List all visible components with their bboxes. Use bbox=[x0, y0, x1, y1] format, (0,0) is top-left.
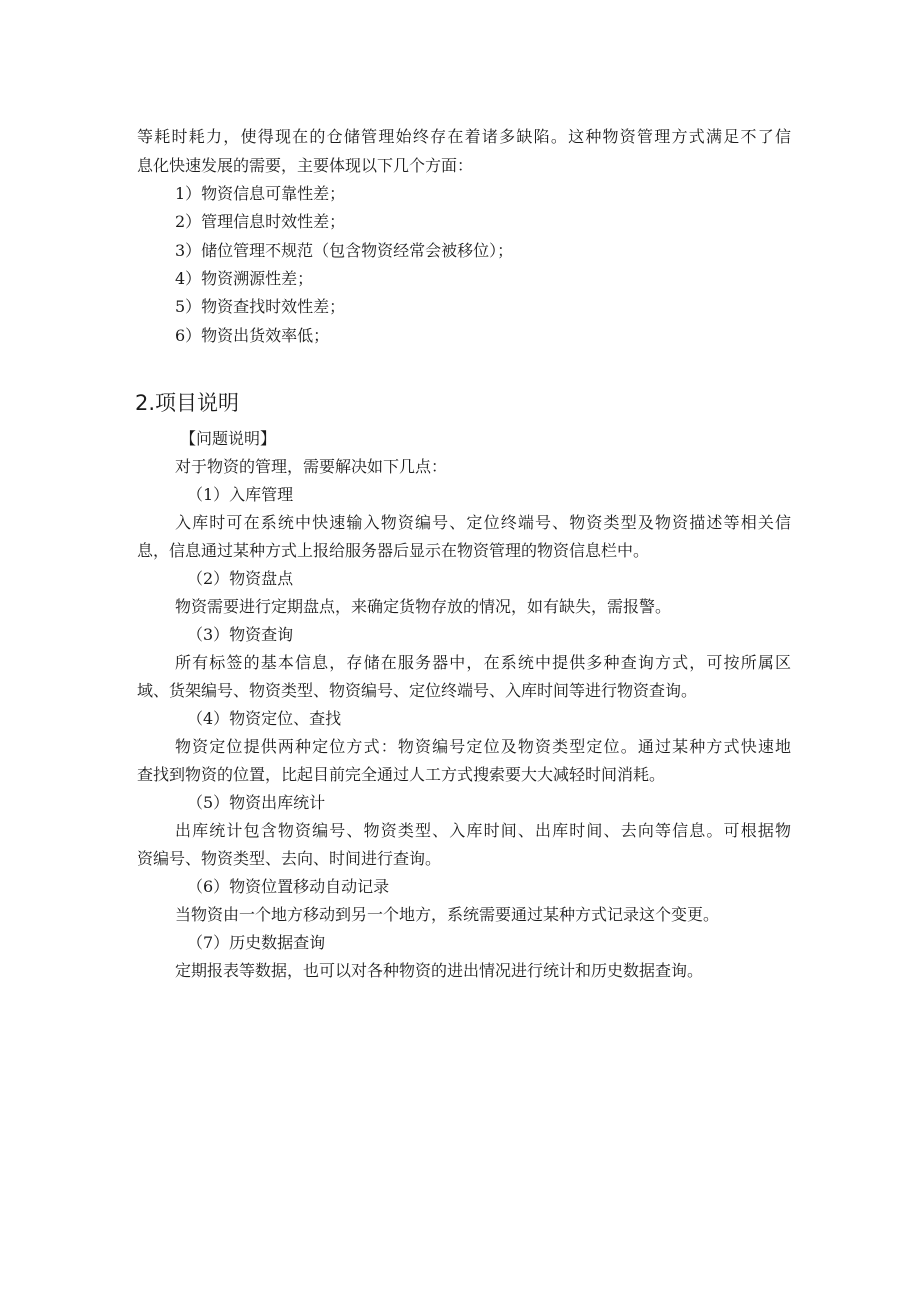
item-text-line: 息，信息通过某种方式上报给服务器后显示在物资管理的物资信息栏中。 bbox=[137, 541, 650, 560]
item-title: （1）入库管理 bbox=[187, 485, 294, 504]
item-text-line: 物资需要进行定期盘点，来确定货物存放的情况，如有缺失，需报警。 bbox=[175, 597, 672, 616]
intro-line-1: 等耗时耗力，使得现在的仓储管理始终存在着诸多缺陷。这种物资管理方式满足不了信 bbox=[137, 127, 791, 146]
item-title: （5）物资出库统计 bbox=[187, 793, 326, 812]
item-text-line: 入库时可在系统中快速输入物资编号、定位终端号、物资类型及物资描述等相关信 bbox=[175, 513, 791, 532]
item-text-line: 物资定位提供两种定位方式：物资编号定位及物资类型定位。通过某种方式快速地 bbox=[175, 737, 791, 756]
item-text-line: 定期报表等数据，也可以对各种物资的进出情况进行统计和历史数据查询。 bbox=[175, 961, 704, 980]
item-text-line: 域、货架编号、物资类型、物资编号、定位终端号、入库时间等进行物资查询。 bbox=[137, 681, 698, 700]
item-text-line: 查找到物资的位置，比起目前完全通过人工方式搜索要大大减轻时间消耗。 bbox=[137, 765, 666, 784]
issue-item: 3）储位管理不规范（包含物资经常会被移位）； bbox=[175, 241, 514, 260]
issue-item: 5）物资查找时效性差； bbox=[175, 297, 346, 316]
issue-item: 1）物资信息可靠性差； bbox=[175, 184, 346, 203]
item-title: （3）物资查询 bbox=[187, 625, 294, 644]
issue-item: 2）管理信息时效性差； bbox=[175, 212, 346, 231]
item-text-line: 资编号、物资类型、去向、时间进行查询。 bbox=[137, 849, 442, 868]
intro-line-2: 息化快速发展的需要，主要体现以下几个方面： bbox=[137, 156, 474, 175]
section-heading: 2.项目说明 bbox=[135, 391, 240, 415]
issue-item: 4）物资溯源性差； bbox=[175, 269, 314, 288]
item-text-line: 所有标签的基本信息，存储在服务器中，在系统中提供多种查询方式，可按所属区 bbox=[175, 653, 791, 672]
issue-item: 6）物资出货效率低； bbox=[175, 326, 330, 345]
item-title: （2）物资盘点 bbox=[187, 569, 294, 588]
item-title: （6）物资位置移动自动记录 bbox=[187, 877, 390, 896]
section-lead: 对于物资的管理，需要解决如下几点： bbox=[175, 457, 448, 476]
item-text-line: 出库统计包含物资编号、物资类型、入库时间、出库时间、去向等信息。可根据物 bbox=[175, 821, 791, 840]
item-title: （4）物资定位、查找 bbox=[187, 709, 342, 728]
item-text-line: 当物资由一个地方移动到另一个地方，系统需要通过某种方式记录这个变更。 bbox=[175, 905, 720, 924]
problem-label: 【问题说明】 bbox=[180, 429, 277, 448]
item-title: （7）历史数据查询 bbox=[187, 933, 326, 952]
